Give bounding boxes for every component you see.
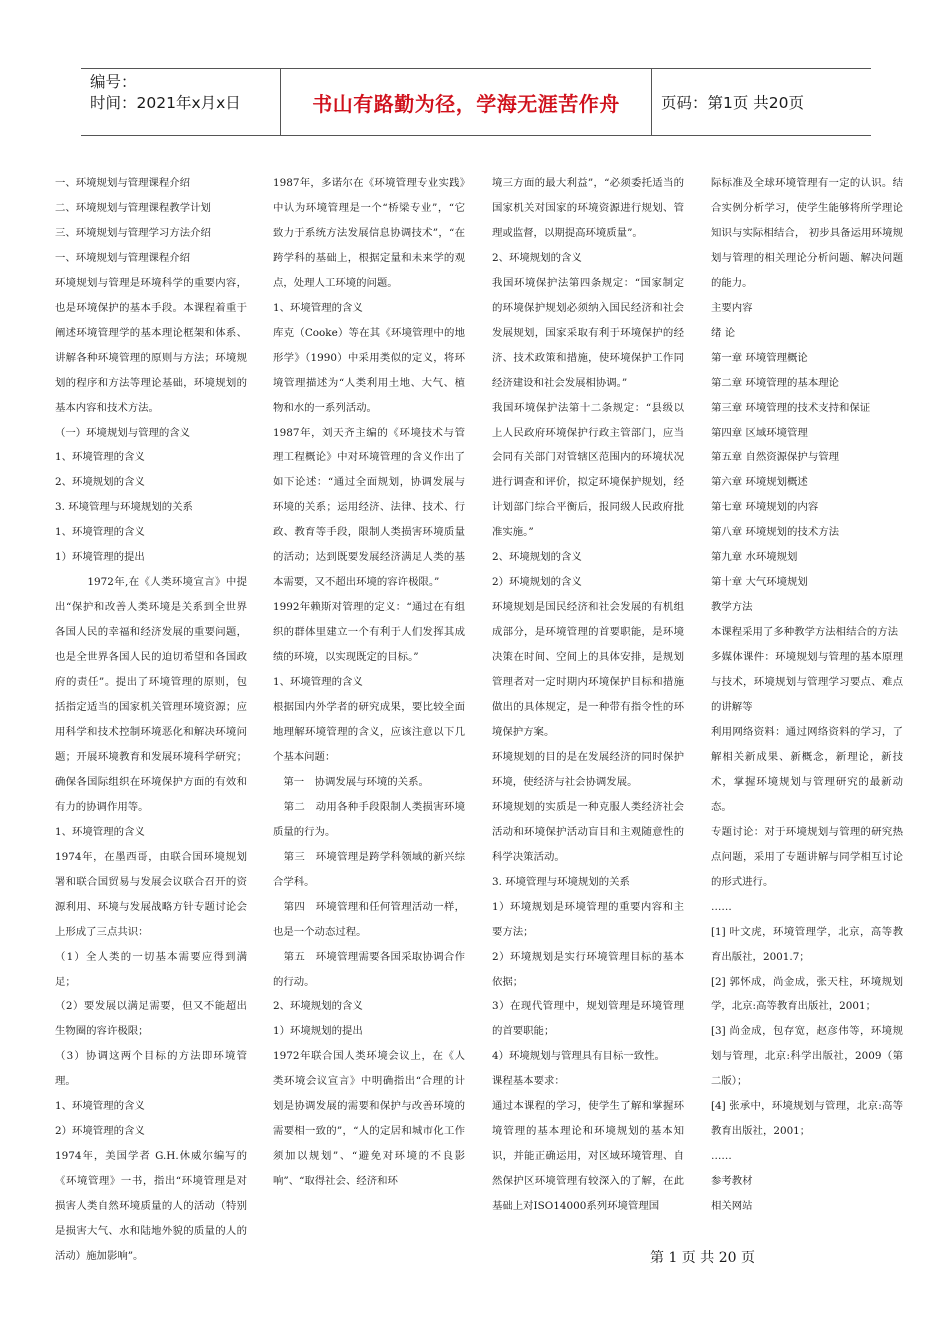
paragraph: 绪 论: [711, 326, 736, 339]
paragraph: 教学方法: [711, 601, 753, 614]
paragraph: 1974年，在墨西哥，由联合国环境规划署和联合国贸易与发展会议联合召开的资源利用、环境与发展战略方针专题讨论会上形成了三点共识：: [55, 850, 247, 938]
paragraph: 第九章 水环境规划: [711, 551, 798, 564]
doc-time-label: 时间：2021年x月x日: [90, 94, 241, 112]
paragraph: 1992年赖斯对管理的定义：“通过在有组织的群体里建立一个有利于人们发挥其成绩的环境，以实现既定的目标。”: [273, 601, 465, 664]
paragraph: 课程基本要求：: [492, 1075, 565, 1088]
text-column-2: [273, 171, 465, 1194]
paragraph: 2）环境管理的含义: [55, 1125, 145, 1138]
paragraph: 1）环境管理的提出: [55, 551, 145, 564]
paragraph: 环境规划的目的是在发展经济的同时保护环境，使经济与社会协调发展。: [492, 750, 684, 788]
paragraph: （2）要发展以满足需要，但又不能超出生物圈的容许极限；: [55, 1000, 247, 1038]
paragraph: 1、环境管理的含义: [55, 1100, 145, 1113]
paragraph: 1972年,在《人类环境宣言》中提出“保护和改善人类环境是关系到全世界各国人民的幸福和经济发展的重要问题，也是全世界各国人民的迫切希望和各国政府的责任”。提出了环境管理的原则，包括指定适当的国家机关管理环境资源；应用科学和技术控制环境恶化和解决环境问题；开展环境教育和发展环境科学研究；确保各国际组织在环境保护方面的有效和有力的协调作用等。: [55, 576, 247, 813]
paragraph: 库克（Cooke）等在其《环境管理中的地形学》（1990）中采用类似的定义，将环境管理描述为“人类利用土地、大气、植物和水的一系列活动。: [273, 326, 465, 414]
paragraph: （3）协调这两个目标的方法即环境管理。: [55, 1050, 247, 1088]
paragraph: 多媒体课件：环境规划与管理的基本原理与技术，环境规划与管理学习要点、难点的讲解等: [711, 651, 903, 714]
paragraph: 1987年，刘天齐主编的《环境技术与管理工程概论》中对环境管理的含义作出了如下论述：“通过全面规划，协调发展与环境的关系；运用经济、法律、技术、行政、教育等手段，限制人类损害环境质量的活动；达到既要发展经济满足人类的基本需要，又不超出环境的容许极限。”: [273, 426, 465, 589]
paragraph: 第一 协调发展与环境的关系。: [273, 775, 429, 788]
page-footer: 第 1 页 共 20 页: [650, 1250, 755, 1266]
header-motto: 书山有路勤为径，学海无涯苦作舟: [281, 69, 652, 135]
header-meta: [81, 69, 281, 135]
paragraph: 根据国内外学者的研究成果，要比较全面地理解环境管理的含义，应该注意以下几个基本问题：: [273, 701, 465, 763]
paragraph: 第二 动用各种手段限制人类损害环境质量的行为。: [273, 800, 465, 838]
paragraph: 2、环境规划的含义: [273, 1000, 363, 1013]
paragraph: [3] 尚金成，包存宽，赵彦伟等，环境规划与管理，北京:科学出版社，2009（第二版）；: [711, 1025, 903, 1088]
paragraph: 我国环境保护法第十二条规定：“县级以上人民政府环境保护行政主管部门，应当会同有关部门对管辖区范围内的环境状况进行调查和评价，拟定环境保护规划，经计划部门综合平衡后，报同级人民政府批准实施。”: [492, 401, 684, 539]
paragraph: 环境规划的实质是一种克服人类经济社会活动和环境保护活动盲目和主观随意性的科学决策活动。: [492, 800, 684, 863]
paragraph: 第三 环境管理是跨学科领域的新兴综合学科。: [273, 850, 465, 888]
doc-number-label: 编号：: [90, 73, 137, 91]
paragraph: 第六章 环境规划概述: [711, 476, 808, 489]
paragraph: 第二章 环境管理的基本理论: [711, 376, 839, 389]
text-column-3: [492, 171, 684, 1219]
paragraph: 环境规划是国民经济和社会发展的有机组成部分，是环境管理的首要职能，是环境决策在时间、空间上的具体安排，是规划管理者对一定时期内环境保护目标和措施做出的具体规定，是一种带有指令性的环境保护方案。: [492, 601, 684, 738]
paragraph: 第八章 环境规划的技术方法: [711, 526, 839, 539]
paragraph: 本课程采用了多种教学方法相结合的方法: [711, 626, 899, 639]
paragraph: 参考教材: [711, 1175, 753, 1188]
paragraph: 第五章 自然资源保护与管理: [711, 451, 839, 464]
paragraph: 3. 环境管理与环境规划的关系: [55, 501, 193, 514]
paragraph: 环境规划与管理是环境科学的重要内容，也是环境保护的基本手段。本课程着重于阐述环境管理学的基本理论框架和体系、讲解各种环境管理的原则与方法；环境规划的程序和方法等理论基础，环境规划的基本内容和技术方法。: [55, 276, 247, 414]
paragraph: 第四 环境管理和任何管理活动一样，也是一个动态过程。: [273, 900, 465, 938]
paragraph: （一）环境规划与管理的含义: [55, 426, 191, 439]
text-column-4: [711, 171, 903, 1219]
paragraph: 1、环境管理的含义: [273, 676, 363, 689]
paragraph: 4）环境规划与管理具有目标一致性。: [492, 1050, 665, 1063]
paragraph: 境三方面的最大利益”，“必须委托适当的国家机关对国家的环境资源进行规划、管理或监督，以期提高环境质量”。: [492, 177, 684, 239]
paragraph: [1] 叶文虎，环境管理学，北京，高等教育出版社，2001.7；: [711, 925, 903, 963]
paragraph: 1972年联合国人类环境会议上，在《人类环境会议宣言》中明确指出“合理的计划是协调发展的需要和保护与改善环境的需要相一致的”，“人的定居和城市化工作须加以规划”、“避免对环境的不良影响”、“取得社会、经济和环: [273, 1050, 465, 1188]
paragraph: 1974年，美国学者 G.H.休威尔编写的《环境管理》一书，指出“环境管理是对损害人类自然环境质量的人的活动（特别是损害大气、水和陆地外貌的质量的人的活动）施加影响”。: [55, 1150, 247, 1262]
paragraph: ……: [711, 1150, 732, 1163]
paragraph: 3）在现代管理中，规划管理是环境管理的首要职能；: [492, 1000, 684, 1038]
text-column-1: [55, 171, 247, 1269]
paragraph: 第七章 环境规划的内容: [711, 501, 819, 514]
paragraph: 2、环境规划的含义: [55, 476, 145, 489]
paragraph: 2、环境规划的含义: [492, 251, 582, 264]
paragraph: ……: [711, 900, 732, 913]
page-header: [81, 68, 871, 136]
paragraph: （1）全人类的一切基本需要应得到满足；: [55, 950, 247, 988]
paragraph: 第十章 大气环境规划: [711, 576, 808, 589]
paragraph: 我国环境保护法第四条规定：“国家制定的环境保护规划必须纳入国民经济和社会发展规划，国家采取有利于环境保护的经济、技术政策和措施，使环境保护工作同经济建设和社会发展相协调。”: [492, 276, 684, 389]
paragraph: 一、环境规划与管理课程介绍: [55, 251, 191, 264]
paragraph: 际标准及全球环境管理有一定的认识。结合实例分析学习，使学生能够将所学理论知识与实际相结合， 初步具备运用环境规划与管理的相关理论分析问题、解决问题的能力。: [711, 177, 903, 289]
paragraph: 2）环境规划的含义: [492, 576, 582, 589]
paragraph: [2] 郭怀成，尚金成，张天柱，环境规划学，北京:高等教育出版社，2001；: [711, 975, 903, 1013]
paragraph: 第一章 环境管理概论: [711, 351, 808, 364]
paragraph: 1987年，多诺尔在《环境管理专业实践》中认为环境管理是一个“桥梁专业”，“它致力于系统方法发展信息协调技术”，“在跨学科的基础上，根据定量和未来学的观点，处理人工环境的问题。: [273, 177, 465, 289]
paragraph: 相关网站: [711, 1200, 753, 1213]
paragraph: 通过本课程的学习，使学生了解和掌握环境管理的基本理论和环境规划的基本知识，并能正确运用，对区域环境管理、自然保护区环境管理有较深入的了解，在此基础上对ISO14000系列环境管理国: [492, 1100, 684, 1213]
paragraph: 1）环境规划是环境管理的重要内容和主要方法；: [492, 900, 684, 938]
paragraph: 1）环境规划的提出: [273, 1025, 363, 1038]
paragraph: 第三章 环境管理的技术支持和保证: [711, 401, 871, 414]
paragraph: 第五 环境管理需要各国采取协调合作的行动。: [273, 950, 465, 988]
paragraph: 1、环境管理的含义: [273, 301, 363, 314]
paragraph: 利用网络资料：通过网络资料的学习，了解相关新成果、新概念，新理论，新技术，掌握环境规划与管理研究的最新动态。: [711, 725, 903, 813]
paragraph: 三、环境规划与管理学习方法介绍: [55, 226, 211, 239]
paragraph: 3. 环境管理与环境规划的关系: [492, 875, 630, 888]
paragraph: [4] 张承中，环境规划与管理，北京:高等教育出版社，2001；: [711, 1100, 903, 1138]
header-page-number: 页码：第1页 共20页: [661, 94, 805, 112]
paragraph: 1、环境管理的含义: [55, 526, 145, 539]
paragraph: 第四章 区域环境管理: [711, 426, 808, 439]
paragraph: 一、环境规划与管理课程介绍: [55, 177, 191, 189]
paragraph: 专题讨论：对于环境规划与管理的研究热点问题，采用了专题讲解与同学相互讨论的形式进行。: [711, 825, 903, 888]
paragraph: 2、环境规划的含义: [492, 551, 582, 564]
paragraph: 1、环境管理的含义: [55, 451, 145, 464]
paragraph: 2）环境规划是实行环境管理目标的基本依据；: [492, 950, 684, 988]
paragraph: 主要内容: [711, 301, 753, 314]
paragraph: 二、环境规划与管理课程教学计划: [55, 201, 211, 214]
paragraph: 1、环境管理的含义: [55, 825, 145, 838]
